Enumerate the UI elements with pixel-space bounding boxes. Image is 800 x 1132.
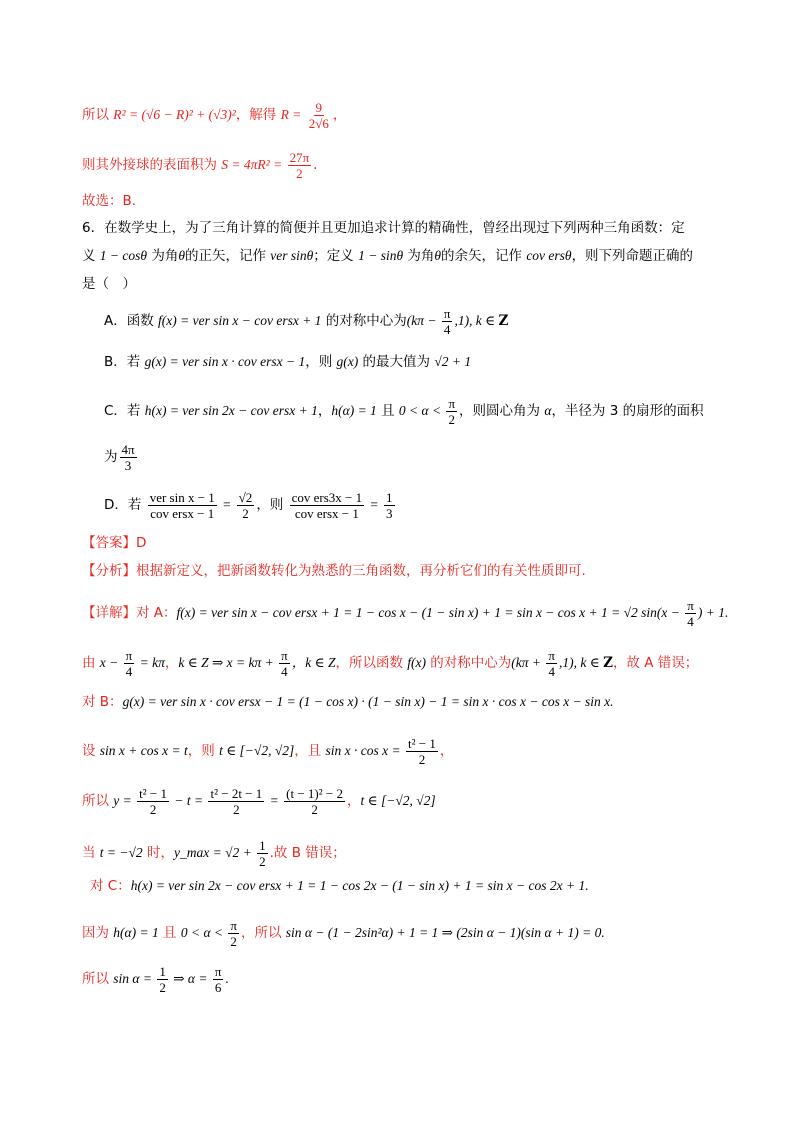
fraction-numerator: π xyxy=(281,648,288,663)
math-expression: h(α) = 1 xyxy=(113,925,159,940)
math-expression: 1 − cosθ xyxy=(99,248,148,263)
fraction-denominator: 2 xyxy=(448,412,455,427)
text-line xyxy=(90,876,589,896)
text-span: 由 xyxy=(82,655,100,671)
fraction xyxy=(148,490,217,521)
text-span: 【详解】对 A： xyxy=(82,605,177,621)
math-expression: sin α − (1 − 2sin²α) + 1 = 1 ⇒ (2sin α − 1)(sin α + 1) = 0. xyxy=(285,925,605,940)
math-expression: f(x) = ver sin x − cov ersx + 1 xyxy=(158,313,322,328)
fraction xyxy=(406,736,438,767)
text-span: ，解得 xyxy=(235,107,281,123)
fraction-denominator: 2 xyxy=(418,752,426,767)
fraction-numerator: π xyxy=(548,648,555,663)
fraction-denominator: 4 xyxy=(281,664,288,679)
math-expression: sin x · cos x = xyxy=(325,743,405,758)
text-span: 因为 xyxy=(82,925,114,941)
text-span: 义 xyxy=(82,248,100,264)
fraction xyxy=(213,964,224,995)
text-span: ， xyxy=(332,107,347,123)
text-line xyxy=(104,490,397,521)
fraction-denominator: 2 xyxy=(259,854,266,869)
fraction-numerator: π xyxy=(230,918,237,933)
text-line xyxy=(82,274,136,294)
fraction-denominator: 4 xyxy=(687,614,694,629)
math-expression: ,1), k ∈ xyxy=(559,655,604,670)
math-expression: x − xyxy=(99,655,122,670)
text-line xyxy=(104,442,139,473)
text-span: 为角 xyxy=(147,248,179,264)
fraction xyxy=(157,964,168,995)
fraction-numerator: π xyxy=(125,648,133,663)
math-expression: h(x) = ver sin 2x − cov ersx + 1 = 1 − cos 2x − (1 − sin x) + 1 = sin x − cos 2x + 1. xyxy=(130,878,589,893)
fraction xyxy=(137,786,169,817)
text-line xyxy=(104,306,508,337)
text-span: ， xyxy=(317,403,332,419)
fraction-numerator: π xyxy=(448,396,456,411)
text-span: A．函数 xyxy=(104,313,159,329)
text-line xyxy=(82,150,317,181)
text-span: 故选：B. xyxy=(82,193,137,209)
text-span: 的对称中心为 xyxy=(426,655,512,671)
fraction-numerator: t² − 2t − 1 xyxy=(210,786,263,801)
fraction-numerator: π xyxy=(687,598,694,613)
text-line xyxy=(82,246,693,266)
text-span: ，所以 xyxy=(240,925,286,941)
text-span: ，则 xyxy=(187,743,220,759)
math-expression: f(x) = ver sin x − cov ersx + 1 = 1 − cos x − (1 − sin x) + 1 = sin x − cos x + 1 = √2 sin(x − xyxy=(176,605,684,620)
fraction-denominator: 2 xyxy=(230,934,237,949)
math-expression: y_max = √2 + xyxy=(173,845,256,860)
text-line xyxy=(82,533,146,553)
math-expression: k ∈ Z ⇒ x = kπ + xyxy=(178,655,278,670)
math-expression: ⇒ α = xyxy=(169,971,211,986)
text-span: ， xyxy=(347,793,361,809)
text-line xyxy=(104,352,471,372)
text-span: . xyxy=(313,157,318,173)
text-line xyxy=(82,561,586,581)
fraction xyxy=(442,306,453,337)
math-expression: cov ersθ xyxy=(526,248,572,263)
math-expression: ,1), k ∈ xyxy=(454,313,499,328)
text-span: ，且 xyxy=(294,743,326,759)
text-span: D．若 xyxy=(104,497,146,513)
fraction-denominator: cov ersx − 1 xyxy=(150,506,215,521)
math-expression: 0 < α < xyxy=(398,403,445,418)
fraction-denominator: 2 xyxy=(311,802,318,817)
math-expression: 1 − sinθ xyxy=(358,248,404,263)
math-expression: t ∈ [−√2, √2] xyxy=(360,793,436,808)
fraction-numerator: (t − 1)² − 2 xyxy=(286,786,343,801)
math-expression: = xyxy=(366,497,382,512)
text-span: B．若 xyxy=(104,354,145,370)
text-span: 所以 xyxy=(82,971,114,987)
math-expression: (kπ − xyxy=(406,313,440,328)
text-line xyxy=(82,100,346,131)
text-span: 时， xyxy=(142,845,174,861)
fraction-numerator: 27π xyxy=(289,150,310,165)
text-span: 且 xyxy=(376,403,399,419)
text-span: ，半径为 3 的扇形的面积 xyxy=(551,403,704,419)
text-span: 的对称中心为 xyxy=(321,313,407,329)
math-expression: R = xyxy=(280,107,305,122)
text-span: ，所以函数 xyxy=(335,655,408,671)
fraction-numerator: cov ers3x − 1 xyxy=(291,490,363,505)
fraction-denominator: cov ersx − 1 xyxy=(294,506,359,521)
math-expression: √2 + 1 xyxy=(434,354,472,369)
text-span: ；定义 xyxy=(313,248,359,264)
fraction xyxy=(279,648,290,679)
text-line xyxy=(82,191,136,211)
math-expression: sin α = xyxy=(113,971,156,986)
fraction-numerator: π xyxy=(443,306,451,321)
text-span: 的正矢，记作 xyxy=(184,248,271,264)
text-line xyxy=(82,786,436,817)
fraction-numerator: ver sin x − 1 xyxy=(149,490,215,505)
text-line xyxy=(82,218,685,238)
math-expression: f(x) xyxy=(407,655,426,670)
fraction xyxy=(228,918,239,949)
math-expression: ver sinθ xyxy=(270,248,314,263)
math-expression: = xyxy=(266,793,283,808)
math-expression: θ xyxy=(178,248,185,263)
fraction-denominator: 3 xyxy=(386,506,393,521)
text-span: ， xyxy=(164,655,179,671)
fraction-denominator: 2 xyxy=(149,802,157,817)
math-expression: − t = xyxy=(171,793,207,808)
math-expression: ，k ∈ Z xyxy=(291,655,336,670)
text-span: ，则 xyxy=(256,497,288,513)
text-span: 对 C： xyxy=(90,878,131,894)
text-span: ，则 xyxy=(305,354,337,370)
fraction-denominator: 2√6 xyxy=(308,116,329,131)
fraction xyxy=(120,442,137,473)
text-line xyxy=(82,838,346,869)
text-span: C．若 xyxy=(104,403,145,419)
fraction-denominator: 2 xyxy=(296,166,303,181)
fraction xyxy=(257,838,268,869)
fraction-numerator: 1 xyxy=(159,964,166,979)
math-expression: g(x) xyxy=(336,354,359,369)
text-span: 所以 xyxy=(82,107,114,123)
text-line xyxy=(104,396,704,427)
math-expression: g(x) = ver sin x · cov ersx − 1 = (1 − cos x) · (1 − sin x) − 1 = sin x · cos x − cos x − sin x. xyxy=(122,694,614,709)
text-span: ，则圆心角为 xyxy=(459,403,545,419)
fraction xyxy=(307,100,331,131)
math-expression: sin x + cos x = t xyxy=(99,743,188,758)
math-expression: h(x) = ver sin 2x − cov ersx + 1 xyxy=(144,403,318,418)
text-line xyxy=(82,598,728,629)
text-line xyxy=(82,918,605,949)
fraction xyxy=(124,648,135,679)
fraction xyxy=(290,490,365,521)
math-expression: θ xyxy=(434,248,442,263)
text-span: Z xyxy=(498,313,509,329)
math-expression: t = −√2 xyxy=(99,845,143,860)
fraction-denominator: 4 xyxy=(548,664,555,679)
text-line xyxy=(82,736,453,767)
fraction-numerator: 1 xyxy=(259,838,266,853)
fraction-denominator: 2 xyxy=(242,506,249,521)
fraction-denominator: 2 xyxy=(159,980,166,995)
math-expression: ) + 1. xyxy=(697,605,729,620)
text-line xyxy=(82,692,614,712)
text-span: .故 B 错误； xyxy=(269,845,346,861)
text-span: 则其外接球的表面积为 xyxy=(82,157,222,173)
text-span: 6．在数学史上，为了三角计算的简便并且更加追求计算的精确性，曾经出现过下列两种三角函数：定 xyxy=(82,220,685,236)
fraction-numerator: 1 xyxy=(386,490,393,505)
text-span: 且 xyxy=(158,925,181,941)
text-span: 的最大值为 xyxy=(358,354,435,370)
math-expression: y = xyxy=(113,793,136,808)
text-span: 是（ ） xyxy=(82,276,136,292)
fraction-numerator: √2 xyxy=(238,490,253,505)
fraction-numerator: t² − 1 xyxy=(139,786,167,801)
fraction xyxy=(546,648,557,679)
fraction-denominator: 6 xyxy=(214,980,222,995)
fraction xyxy=(384,490,395,521)
math-expression: h(α) = 1 xyxy=(331,403,377,418)
text-line xyxy=(82,648,698,679)
math-expression: α xyxy=(544,403,552,418)
text-span: 为 xyxy=(104,449,118,465)
math-expression: (kπ + xyxy=(511,655,545,670)
math-expression: t ∈ [−√2, √2] xyxy=(219,743,295,758)
text-span: 对 B： xyxy=(82,694,123,710)
fraction-numerator: 4π xyxy=(121,442,135,457)
fraction xyxy=(237,490,255,521)
text-span: 设 xyxy=(82,743,100,759)
text-span: ， xyxy=(439,743,454,759)
fraction-denominator: 4 xyxy=(125,664,133,679)
fraction-denominator: 2 xyxy=(233,802,240,817)
math-expression: S = 4πR² = xyxy=(221,157,286,172)
math-expression: = xyxy=(218,497,235,512)
text-span: 的余矢，记作 xyxy=(441,248,527,264)
text-span: 【分析】根据新定义，把新函数转化为熟悉的三角函数，再分析它们的有关性质即可. xyxy=(82,563,586,579)
fraction xyxy=(446,396,457,427)
fraction xyxy=(288,150,312,181)
text-span: 当 xyxy=(82,845,100,861)
math-expression: . xyxy=(225,971,229,986)
math-expression: = kπ xyxy=(136,655,165,670)
text-span: 所以 xyxy=(82,793,114,809)
text-line xyxy=(82,964,229,995)
fraction-denominator: 4 xyxy=(443,322,451,337)
fraction-numerator: t² − 1 xyxy=(408,736,436,751)
fraction-denominator: 3 xyxy=(124,458,132,473)
math-expression: R² = (√6 − R)² + (√3)² xyxy=(113,107,236,122)
text-span: 【答案】D xyxy=(82,535,147,551)
fraction xyxy=(685,598,696,629)
fraction xyxy=(208,786,264,817)
text-span: 为角 xyxy=(403,248,435,264)
text-span: Z xyxy=(603,655,613,671)
text-span: ，则下列命题正确的 xyxy=(571,248,694,264)
math-expression: 0 < α < xyxy=(180,925,227,940)
fraction-numerator: π xyxy=(214,964,222,979)
math-expression: g(x) = ver sin x · cov ersx − 1 xyxy=(144,354,306,369)
fraction xyxy=(284,786,345,817)
fraction-numerator: 9 xyxy=(315,100,323,115)
text-span: ，故 A 错误； xyxy=(612,655,699,671)
